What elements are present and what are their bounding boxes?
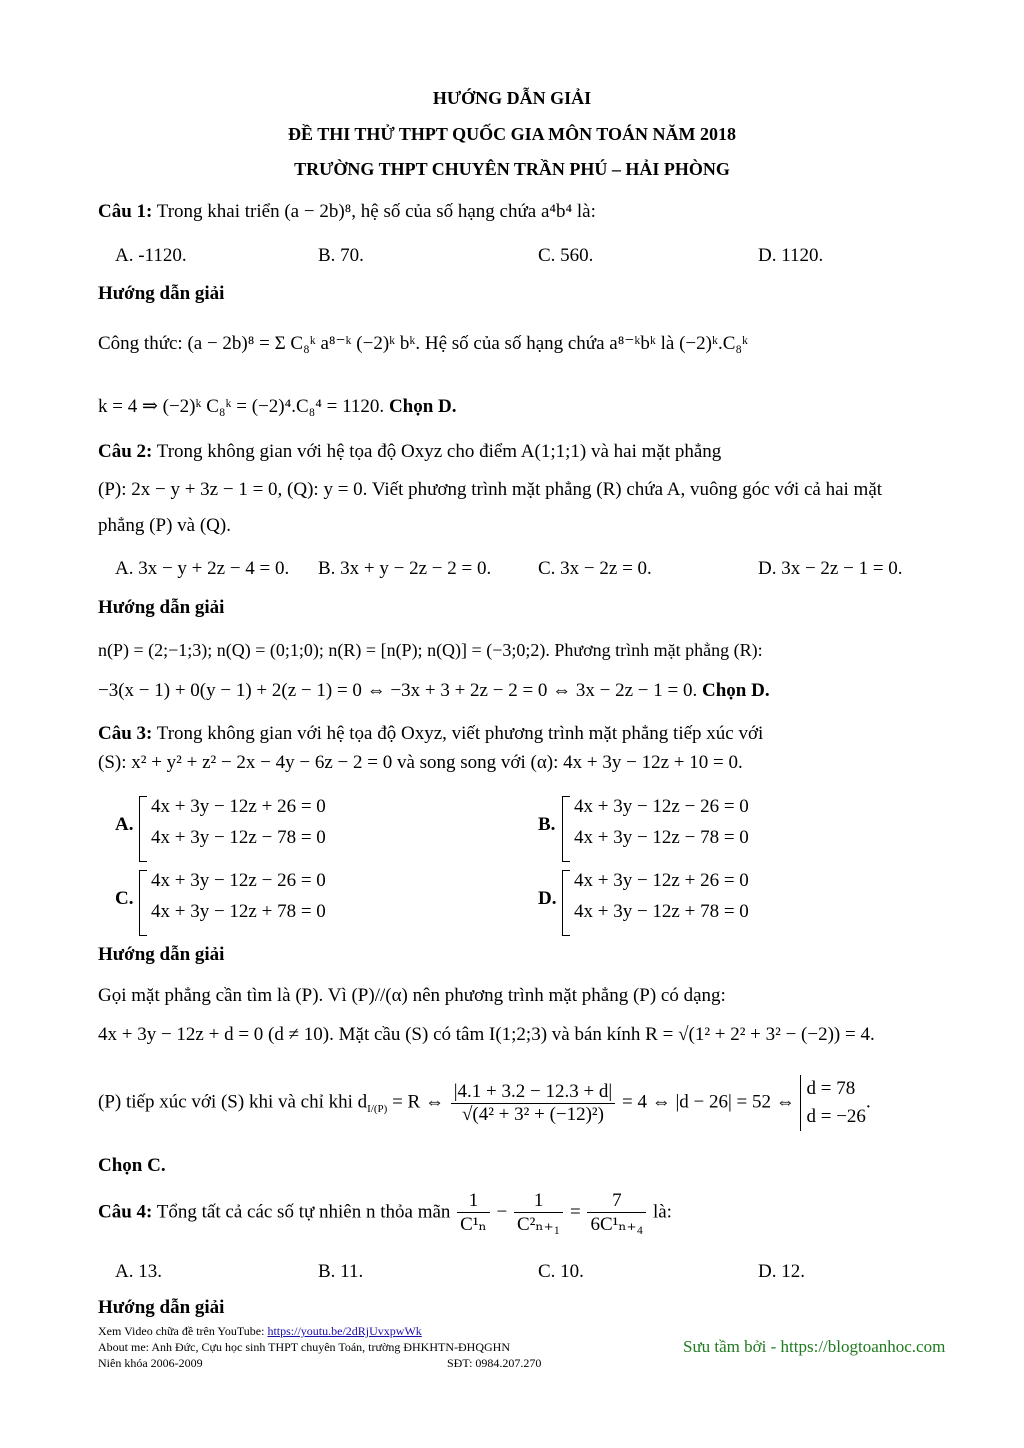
solution-line: (P) tiếp xúc với (S) khi và chỉ khi $d_{I/(P)} = R$ ⇔ $\frac{|4.1 + 3.2 - 12.3 + d|}{\text{√(4² + 3² + (−12)²)}}$ = 4 ⇔ |d − 26| = 52 ⇔ d = 78 d = −26 . (98, 1075, 871, 1131)
question-1 (98, 201, 596, 223)
option-d: D. 3x − 2z − 1 = 0. (758, 558, 903, 579)
question-text: Trong không gian với hệ tọa độ Oxyz cho điểm A(1;1;1) và hai mặt phẳng (156, 441, 722, 462)
footer-video: Xem Video chữa đề trên YouTube: https://youtu.be/2dRjUvxpwWk (98, 1324, 422, 1338)
option-c: C. 3x − 2z = 0. (538, 558, 652, 579)
option-b: B. 3x + y − 2z − 2 = 0. (318, 558, 492, 579)
option-d: D. 12. (758, 1261, 805, 1282)
question-label: Câu 4: (98, 1201, 153, 1223)
footer-year: Niên khóa 2006-2009 (98, 1356, 203, 1370)
option-a: A. 13. (115, 1261, 162, 1282)
question-label: Câu 2: (98, 441, 153, 462)
guide-heading: Hướng dẫn giải (98, 944, 225, 965)
solution-line: Gọi mặt phẳng cần tìm là (P). Vì (P)//(α) nên phương trình mặt phẳng (P) có dạng: (98, 985, 726, 1006)
solution-line: Công thức: (a − 2b)⁸ = Σ C₈ᵏ a⁸⁻ᵏ (−2)ᵏ bᵏ. Hệ số của số hạng chứa a⁸⁻ᵏbᵏ là (−2)ᵏ.C₈ᵏ (98, 333, 748, 354)
question-4: Câu 4: Tổng tất cả các số tự nhiên n thỏa mãn $\frac{1}{\text{C¹ₙ}}$ − $\frac{1}{\text{C²ₙ₊₁}}$ = $\frac{7}{\text{6C¹ₙ₊₄}}$ là: (98, 1190, 672, 1235)
question-3 (98, 723, 763, 745)
option-a: A. 3x − y + 2z − 4 = 0. (115, 558, 290, 579)
source-link[interactable]: Sưu tầm bởi - https://blogtoanhoc.com (683, 1337, 946, 1356)
youtube-link[interactable]: https://youtu.be/2dRjUvxpwWk (267, 1324, 422, 1338)
doc-subtitle: ĐỀ THI THỬ THPT QUỐC GIA MÔN TOÁN NĂM 2018 (288, 124, 736, 144)
school-name: TRƯỜNG THPT CHUYÊN TRẦN PHÚ – HẢI PHÒNG (294, 159, 730, 179)
guide-heading: Hướng dẫn giải (98, 597, 225, 618)
question-label: Câu 3: (98, 723, 153, 744)
solution-line: −3(x − 1) + 0(y − 1) + 2(z − 1) = 0 ⇔ −3x + 3 + 2z − 2 = 0 ⇔ 3x − 2z − 1 = 0. Chọn D. (98, 680, 770, 701)
question-text: Trong khai triển (a − 2b)⁸, hệ số của số hạng chứa a⁴b⁴ là: (156, 201, 596, 222)
question-label: Câu 1: (98, 201, 153, 222)
solution-line: n(P) = (2;−1;3); n(Q) = (0;1;0); n(R) = [n(P); n(Q)] = (−3;0;2). Phương trình mặt phẳng (R): (98, 640, 763, 660)
doc-title: HƯỚNG DẪN GIẢI (432, 88, 592, 108)
option-d: D. 1120. (758, 245, 824, 266)
footer-about: About me: Anh Đức, Cựu học sinh THPT chuyên Toán, trường ĐHKHTN-ĐHQGHN (98, 1340, 510, 1354)
footer-phone: SĐT: 0984.207.270 (447, 1356, 542, 1370)
question-text: (P): 2x − y + 3z − 1 = 0, (Q): y = 0. Viết phương trình mặt phẳng (R) chứa A, vuông góc với cả hai mặt (98, 479, 883, 500)
answer-choice: Chọn C. (98, 1155, 166, 1176)
answer-choice: Chọn D. (702, 680, 770, 701)
question-text: Tổng tất cả các số tự nhiên n thỏa mãn (156, 1201, 451, 1223)
guide-heading: Hướng dẫn giải (98, 283, 225, 304)
option-b: B. 70. (318, 245, 364, 266)
option-c: C. 560. (538, 245, 594, 266)
option-a: A. -1120. (115, 245, 187, 266)
fraction: $\frac{|4.1 + 3.2 - 12.3 + d|}{\text{√(4² + 3² + (−12)²)}}$ (451, 1081, 616, 1126)
case-bracket: d = 78 d = −26 (800, 1075, 866, 1131)
answer-choice: Chọn D. (388, 396, 457, 417)
solution-line: k = 4 ⇒ (−2)ᵏ C₈ᵏ = (−2)⁴.C₈⁴ = 1120. Chọn D. (98, 396, 457, 417)
solution-line: 4x + 3y − 12z + d = 0 (d ≠ 10). Mặt cầu (S) có tâm I(1;2;3) và bán kính R = √(1² + 2² + 3² − (−2)) = 4. (98, 1024, 875, 1045)
option-b: B. 11. (318, 1261, 364, 1282)
question-2 (98, 441, 721, 463)
option-c: C. 10. (538, 1261, 584, 1282)
question-text: phẳng (P) và (Q). (98, 515, 231, 536)
guide-heading: Hướng dẫn giải (98, 1297, 225, 1318)
question-text: Trong không gian với hệ tọa độ Oxyz, viết phương trình mặt phẳng tiếp xúc với (156, 723, 764, 744)
question-text: (S): x² + y² + z² − 2x − 4y − 6z − 2 = 0 và song song với (α): 4x + 3y − 12z + 10 = 0. (98, 752, 743, 773)
